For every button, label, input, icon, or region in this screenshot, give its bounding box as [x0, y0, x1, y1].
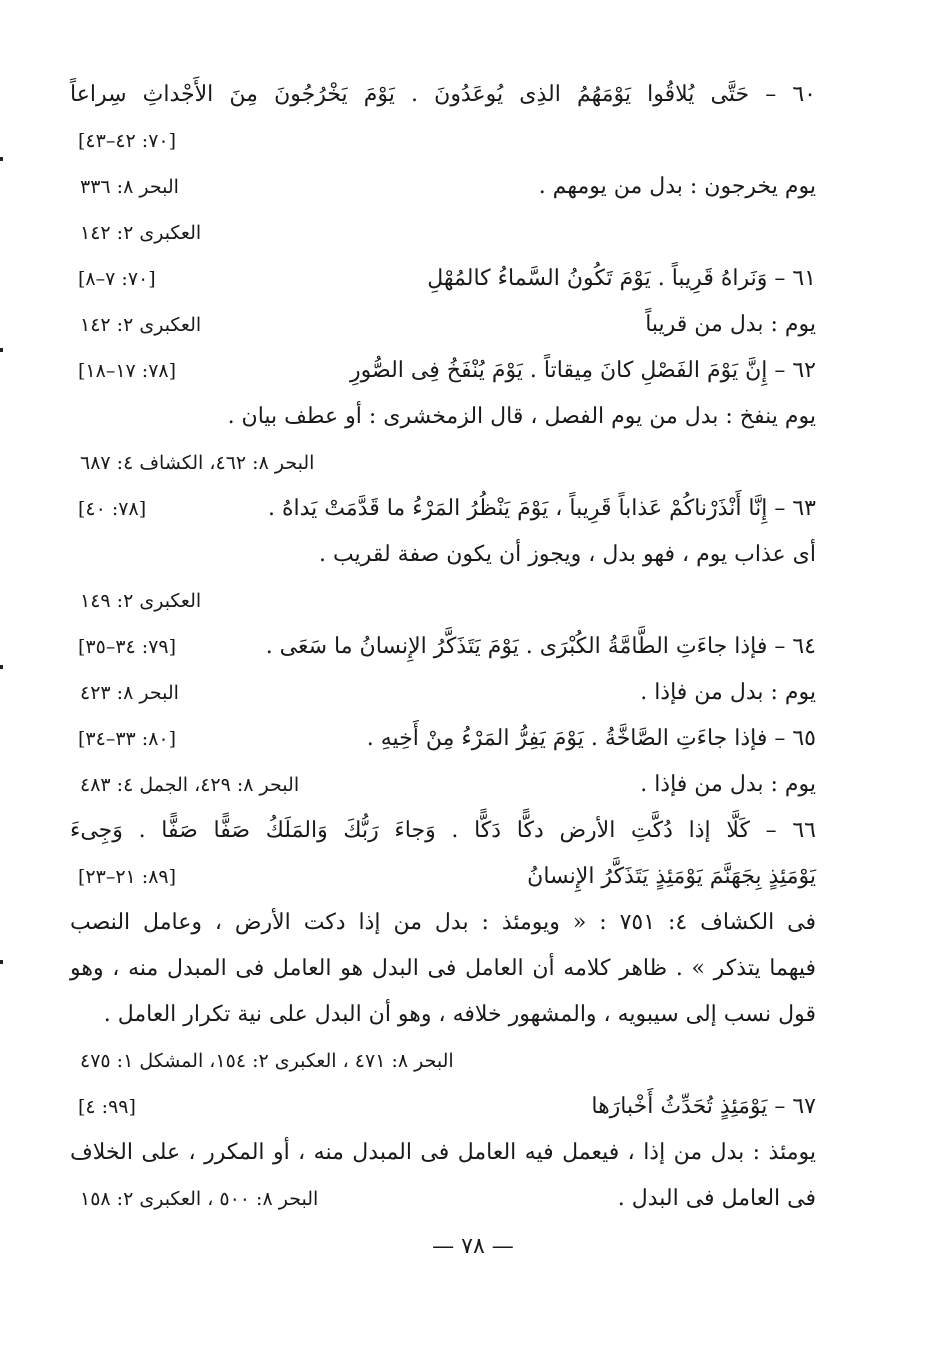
text-line [70, 164, 816, 210]
verse-text: ٦٠ – حَتَّى يُلاقُوا يَوْمَهُمُ الذِى يُوعَدُونَ . يَوْمَ يَخْرُجُونَ مِنَ الأَجْداثِ سِراعاً [70, 82, 816, 107]
text-line [70, 302, 816, 348]
commentary-text: يومئذ : بدل من إذا ، فيعمل فيه العامل فى المبدل منه ، أو المكرر ، على الخلاف [70, 1140, 816, 1165]
source-citation: العكبرى ٢: ١٤٢ [80, 314, 202, 336]
commentary-text: فيهما يتذكر » . ظاهر كلامه أن العامل فى البدل هو العامل فى المبدل منه ، وهو [70, 956, 816, 981]
text-line [70, 486, 816, 532]
text-line [70, 1038, 816, 1084]
text-line [70, 716, 816, 762]
text-line [70, 946, 816, 992]
commentary-text: يوم : بدل من فإذا . [640, 680, 816, 705]
scan-edge-mark [0, 348, 3, 352]
source-citation: البحر ٨: ٤٢٩، الجمل ٤: ٤٨٣ [80, 774, 300, 796]
text-line [70, 440, 816, 486]
text-line [70, 624, 816, 670]
commentary-text: فى العامل فى البدل . [617, 1186, 816, 1211]
text-line [70, 854, 816, 900]
text-line [70, 118, 816, 164]
verse-text: ٦٥ – فإذا جاءَتِ الصَّاخَّةُ . يَوْمَ يَفِرُّ المَرْءُ مِنْ أَخِيهِ . [366, 726, 816, 751]
source-citation: البحر ٨: ٤٧١ ، العكبرى ٢: ١٥٤، المشكل ١: ٤٧٥ [80, 1050, 454, 1072]
source-citation: البحر ٨: ٥٠٠ ، العكبرى ٢: ١٥٨ [80, 1188, 319, 1210]
commentary-text: يوم : بدل من فإذا . [640, 772, 816, 797]
verse-text: ٦٧ – يَوْمَئِذٍ تُحَدِّثُ أَخْبارَها [591, 1094, 816, 1119]
quran-reference: [٧٠: ٤٢–٤٣] [78, 130, 177, 152]
text-line [70, 1176, 816, 1222]
quran-reference: [٨٠: ٣٣–٣٤] [78, 728, 177, 750]
text-line [70, 348, 816, 394]
source-citation: البحر ٨: ٤٦٢، الكشاف ٤: ٦٨٧ [80, 452, 315, 474]
verse-text: يَوْمَئِذٍ بِجَهَنَّمَ يَوْمَئِذٍ يَتَذَكَّرُ الإِنسانُ [527, 864, 816, 889]
text-line [70, 532, 816, 578]
commentary-text: يوم ينفخ : بدل من يوم الفصل ، قال الزمخشرى : أو عطف بيان . [227, 404, 816, 429]
text-line [70, 1130, 816, 1176]
source-citation: البحر ٨: ٣٣٦ [80, 176, 179, 198]
verse-text: ٦٢ – إِنَّ يَوْمَ الفَصْلِ كانَ مِيقاتاً . يَوْمَ يُنْفَخُ فِى الصُّورِ [350, 358, 816, 383]
quran-reference: [٧٩: ٣٤–٣٥] [78, 636, 177, 658]
scan-edge-mark [0, 665, 3, 669]
quran-reference: [٨٩: ٢١–٢٣] [78, 866, 177, 888]
text-line [70, 808, 816, 854]
page-number: — ٧٨ — [432, 1234, 514, 1259]
commentary-text: فى الكشاف ٤: ٧٥١ : « ويومئذ : بدل من إذا دكت الأرض ، وعامل النصب [70, 910, 816, 935]
quran-reference: [٧٨: ١٧–١٨] [78, 360, 177, 382]
verse-text: ٦٣ – إِنَّا أَنْذَرْناكُمْ عَذاباً قَرِيباً ، يَوْمَ يَنْظُرُ المَرْءُ ما قَدَّمَتْ يَداهُ . [268, 496, 816, 521]
text-line [70, 762, 816, 808]
text-line [70, 256, 816, 302]
document-page [70, 72, 816, 1272]
quran-reference: [٧٨: ٤٠] [78, 498, 147, 520]
commentary-text: يوم يخرجون : بدل من يومهم . [538, 174, 816, 199]
verse-text: ٦١ – وَنَراهُ قَرِيباً . يَوْمَ تَكُونُ السَّماءُ كالمُهْلِ [427, 266, 816, 291]
text-line [70, 578, 816, 624]
commentary-text: قول نسب إلى سيبويه ، والمشهور خلافه ، وهو أن البدل على نية تكرار العامل . [103, 1002, 816, 1027]
text-line [70, 72, 816, 118]
scan-edge-mark [0, 157, 3, 161]
text-line [70, 670, 816, 716]
commentary-text: يوم : بدل من قريباً [645, 312, 816, 337]
quran-reference: [٧٠: ٧–٨] [78, 268, 156, 290]
text-line [70, 394, 816, 440]
verse-text: ٦٤ – فإذا جاءَتِ الطَّامَّةُ الكُبْرَى . يَوْمَ يَتَذَكَّرُ الإِنسانُ ما سَعَى . [265, 634, 816, 659]
commentary-text: أى عذاب يوم ، فهو بدل ، ويجوز أن يكون صفة لقريب . [318, 542, 816, 567]
scan-edge-mark [0, 960, 3, 964]
verse-text: ٦٦ – كَلَّا إذا دُكَّتِ الأرض دكًّا دَكًّا . وَجاءَ رَبُّكَ وَالمَلَكُ صَفًّا صَفًّا . وَجِىءَ [70, 818, 816, 843]
text-line [70, 900, 816, 946]
source-citation: العكبرى ٢: ١٤٩ [80, 590, 202, 612]
quran-reference: [٩٩: ٤] [78, 1096, 136, 1118]
text-line [70, 1084, 816, 1130]
text-line [70, 992, 816, 1038]
source-citation: العكبرى ٢: ١٤٢ [80, 222, 202, 244]
source-citation: البحر ٨: ٤٢٣ [80, 682, 179, 704]
text-line [70, 210, 816, 256]
